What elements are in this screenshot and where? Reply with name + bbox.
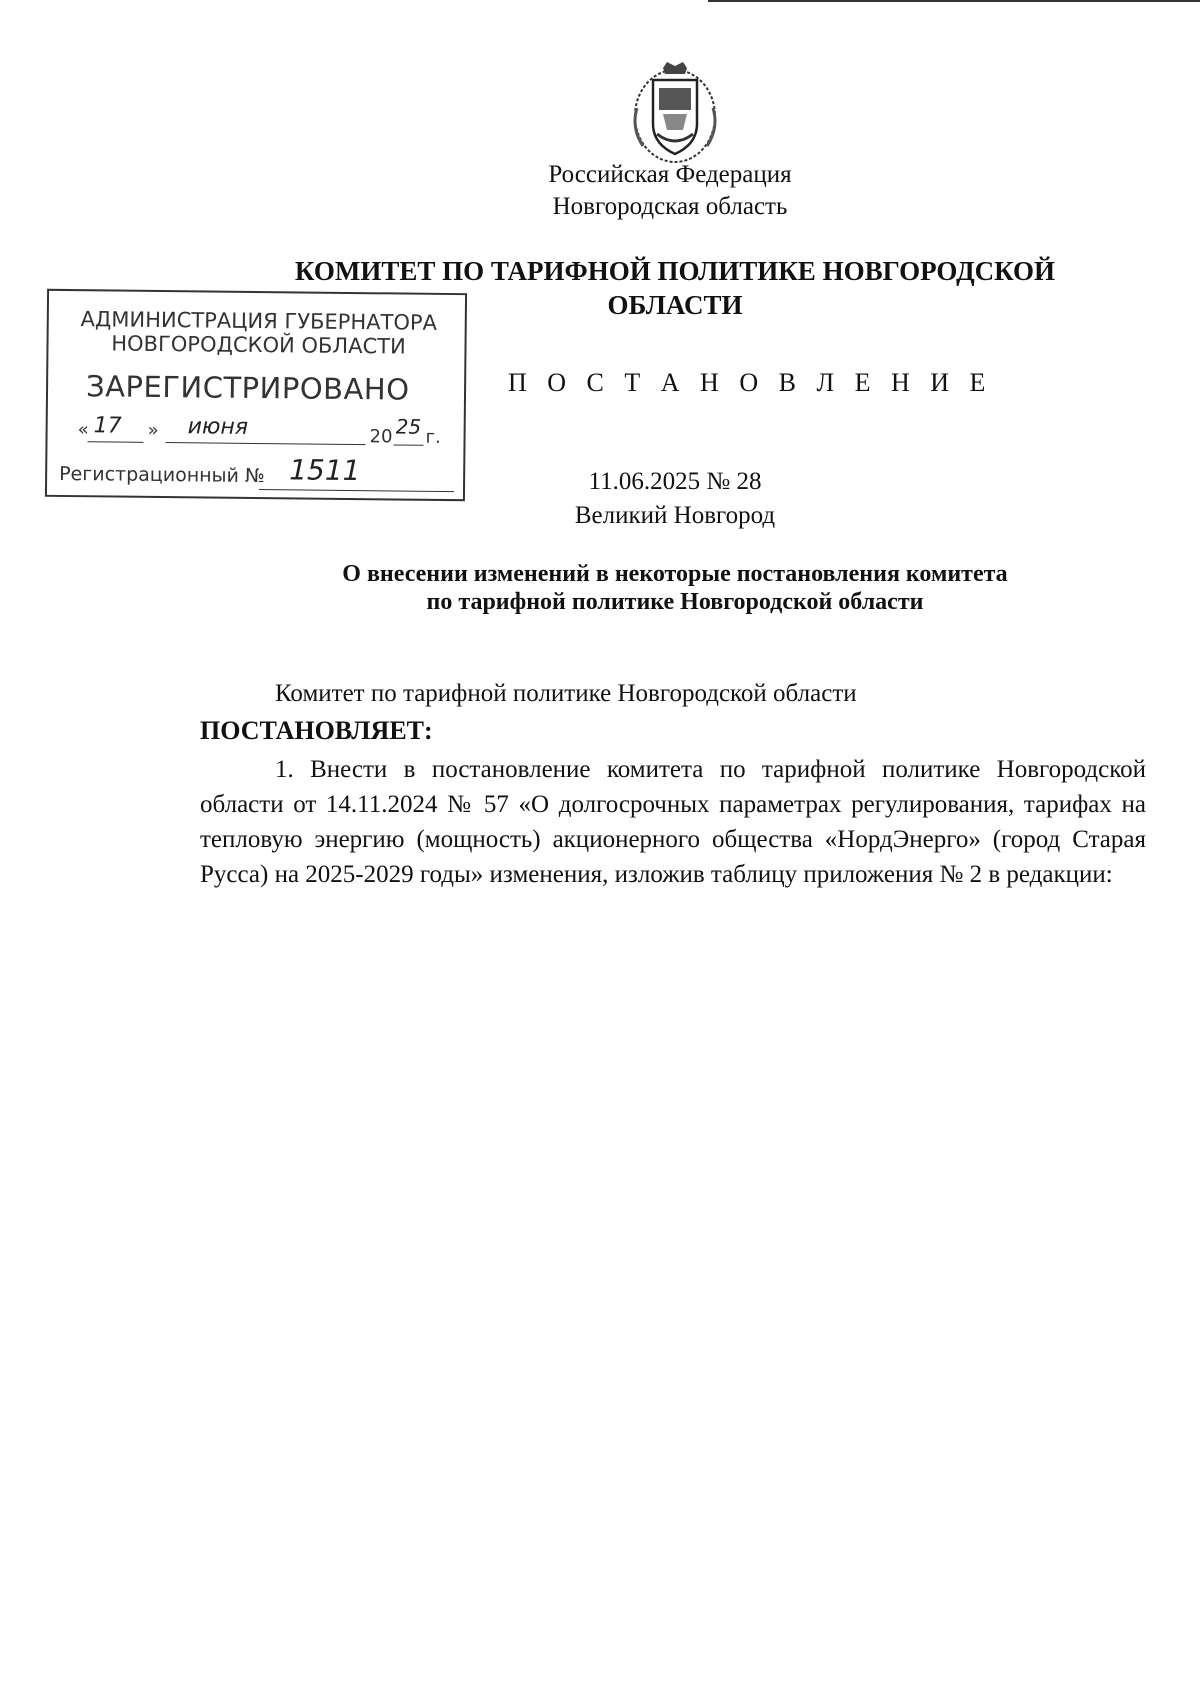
document-city: Великий Новгород [574, 502, 776, 529]
top-edge-line [708, 0, 1200, 2]
header-country: Российская Федерация [548, 161, 792, 188]
document-title-line2: по тарифной политике Новгородской области [426, 589, 924, 615]
document-type: П О С Т А Н О В Л Е Н И Е [508, 368, 993, 397]
stamp-day: 17 [93, 413, 122, 439]
committee-title: КОМИТЕТ ПО ТАРИФНОЙ ПОЛИТИКЕ НОВГОРОДСКОЙ ОБЛАСТИ [294, 256, 1056, 320]
stamp-line1: АДМИНИСТРАЦИЯ ГУБЕРНАТОРА [80, 307, 438, 335]
paragraph-1: 1. Внести в постановление комитета по тарифной политике Новгородской области от 14.11.2024 № 57 «О долгосрочных параметрах регулирования, тарифах на тепловую энергию (мощность) акционерного общества «НордЭнерго» (город Старая Русса) на 2025-2029 годы» изменения, изложив таблицу приложения № 2 в редакции: [200, 756, 1146, 888]
stamp-year-prefix: 20 [369, 426, 393, 448]
header-region: Новгородская область [552, 193, 788, 220]
intro-paragraph: Комитет по тарифной политике Новгородской области [275, 680, 857, 707]
document-date-number: 11.06.2025 № 28 [588, 468, 762, 495]
stamp-year-suffix: 25 [395, 414, 422, 439]
stamp-month: июня [187, 414, 249, 440]
stamp-line2: НОВГОРОДСКОЙ ОБЛАСТИ [111, 331, 406, 359]
document-title [240, 560, 1110, 616]
stamp-reg-number: 1511 [289, 453, 361, 488]
stamp-registration-row [59, 451, 459, 493]
decree-heading: ПОСТАНОВЛЯЕТ: [200, 716, 433, 745]
stamp-year-unit: г. [425, 426, 441, 448]
stamp-date-row: « 17 » июня 20 25 г. [77, 413, 441, 448]
registration-stamp [45, 289, 467, 501]
coat-of-arms-icon [627, 58, 723, 166]
stamp-reg-label: Регистрационный № [59, 462, 265, 488]
document-title-line1: О внесении изменений в некоторые постановления комитета [342, 561, 1008, 587]
stamp-status: ЗАРЕГИСТРИРОВАНО [85, 369, 410, 407]
